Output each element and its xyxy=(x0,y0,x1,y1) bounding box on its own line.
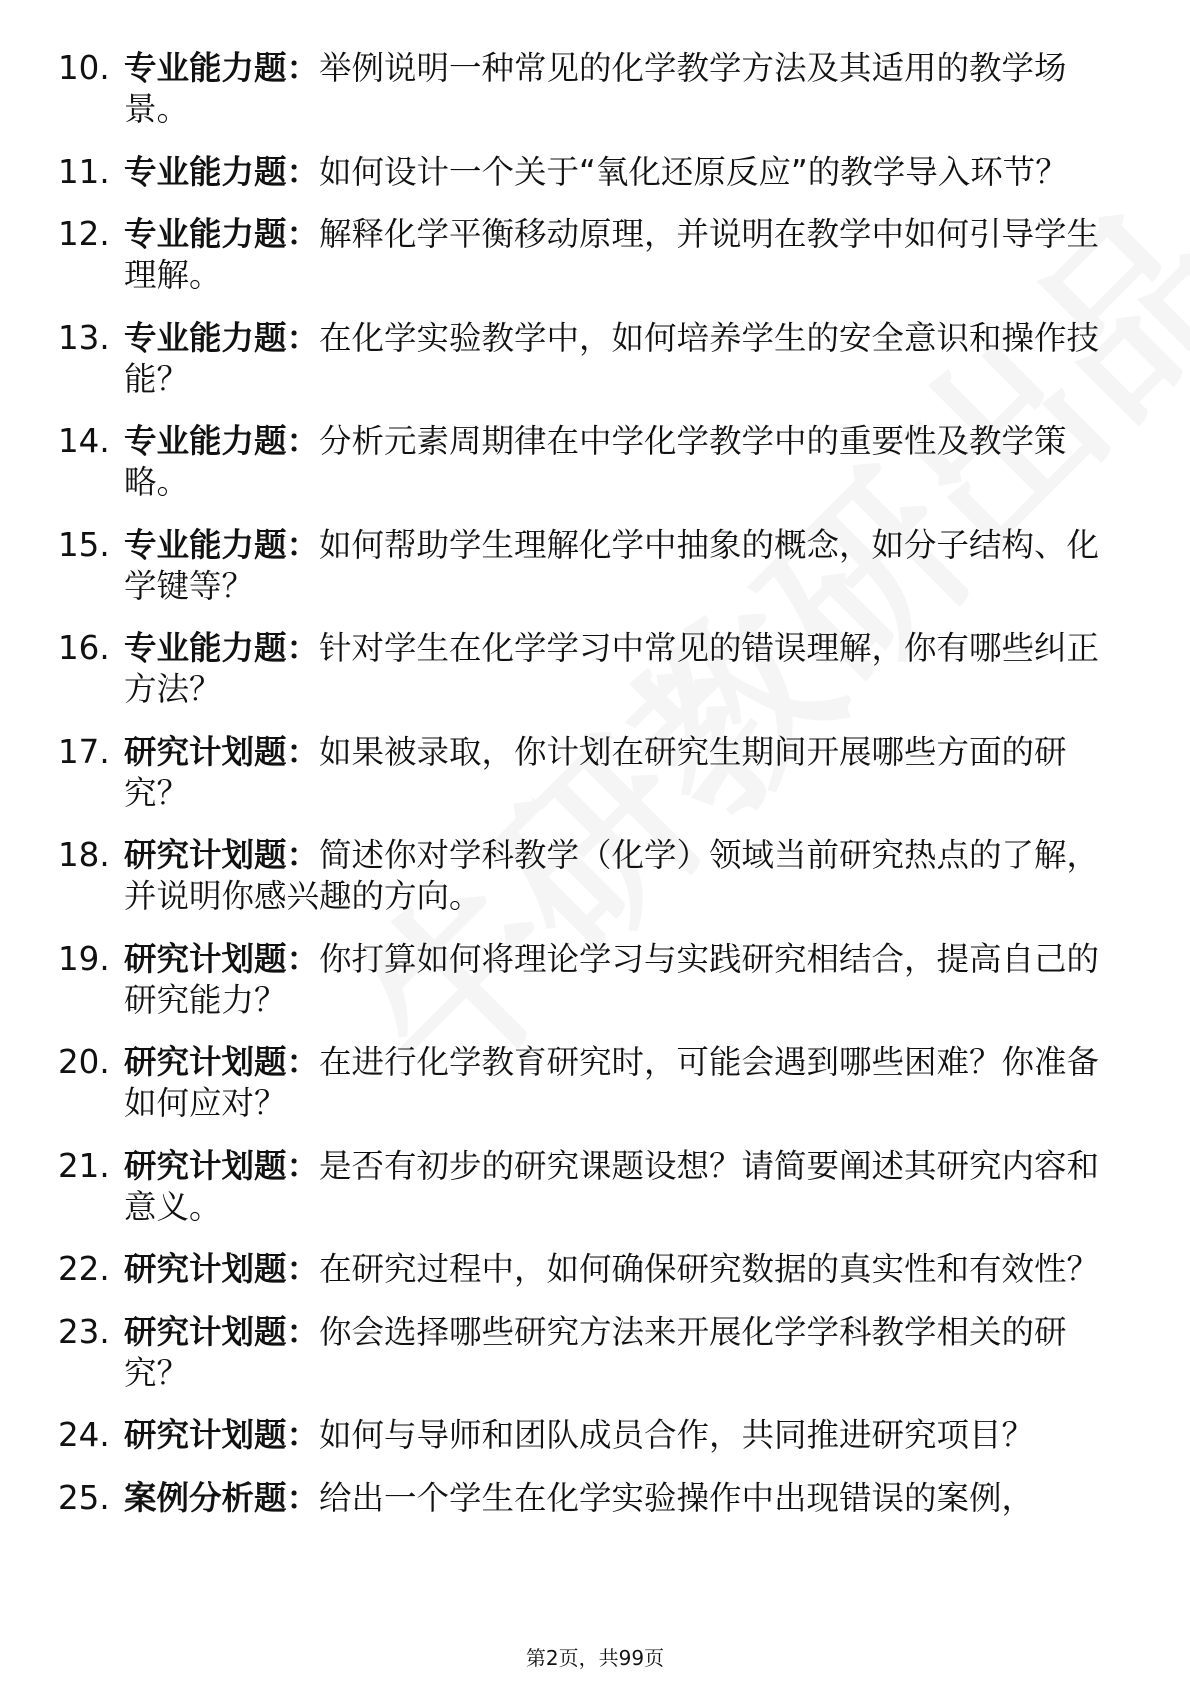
question-category: 专业能力题： xyxy=(124,49,320,87)
list-item xyxy=(58,939,1118,1021)
question-number: 14. xyxy=(58,422,110,460)
list-item xyxy=(58,214,1118,296)
question-body xyxy=(124,628,1118,710)
question-category: 专业能力题： xyxy=(124,422,320,460)
question-category: 专业能力题： xyxy=(124,525,320,564)
question-body xyxy=(124,1042,1118,1124)
question-text: 在研究过程中，如何确保研究数据的真实性和有效性？ xyxy=(319,1250,1100,1288)
question-category: 专业能力题： xyxy=(124,215,320,253)
question-category: 专业能力题： xyxy=(124,152,320,191)
question-body xyxy=(124,48,1118,130)
question-number: 23. xyxy=(58,1312,110,1351)
list-item xyxy=(58,48,1118,130)
question-body xyxy=(124,421,1118,503)
question-number: 19. xyxy=(58,939,110,978)
question-text: 针对学生在化学学习中常见的错误理解，你有哪些纠正方法？ xyxy=(124,629,1100,708)
question-text: 分析元素周期律在中学化学教学中的重要性及教学策略。 xyxy=(124,422,1067,501)
list-item xyxy=(58,628,1118,710)
question-category: 案例分析题： xyxy=(124,1478,320,1517)
question-number: 18. xyxy=(58,836,110,874)
question-number: 12. xyxy=(58,215,110,253)
question-text: 你会选择哪些研究方法来开展化学学科教学相关的研究？ xyxy=(124,1312,1067,1392)
question-category: 专业能力题： xyxy=(124,318,320,357)
question-body xyxy=(124,1478,1118,1519)
list-item xyxy=(58,318,1118,400)
list-item xyxy=(58,525,1118,607)
question-number: 24. xyxy=(58,1416,110,1454)
question-category: 专业能力题： xyxy=(124,629,320,667)
question-body xyxy=(124,1146,1118,1228)
question-text: 解释化学平衡移动原理，并说明在教学中如何引导学生理解。 xyxy=(124,215,1100,294)
list-item xyxy=(58,1312,1118,1394)
question-text: 如何设计一个关于“氧化还原反应”的教学导入环节？ xyxy=(319,152,1068,191)
question-text: 在进行化学教育研究时，可能会遇到哪些困难？你准备如何应对？ xyxy=(124,1043,1100,1122)
list-item xyxy=(58,1146,1118,1228)
question-number: 17. xyxy=(58,732,110,771)
list-item xyxy=(58,1415,1118,1456)
question-number: 11. xyxy=(58,152,110,191)
question-text: 是否有初步的研究课题设想？请简要阐述其研究内容和意义。 xyxy=(124,1146,1100,1226)
question-body xyxy=(124,732,1118,814)
question-body xyxy=(124,525,1118,607)
question-number: 16. xyxy=(58,629,110,667)
question-category: 研究计划题： xyxy=(124,1416,320,1454)
question-text: 在化学实验教学中，如何培养学生的安全意识和操作技能？ xyxy=(124,318,1100,398)
question-text: 简述你对学科教学（化学）领域当前研究热点的了解，并说明你感兴趣的方向。 xyxy=(124,836,1100,915)
question-text: 给出一个学生在化学实验操作中出现错误的案例， xyxy=(319,1478,1035,1517)
list-item xyxy=(58,732,1118,814)
question-body xyxy=(124,214,1118,296)
question-category: 研究计划题： xyxy=(124,1312,320,1351)
question-body xyxy=(124,1312,1118,1394)
question-body xyxy=(124,318,1118,400)
question-text: 你打算如何将理论学习与实践研究相结合，提高自己的研究能力？ xyxy=(124,939,1100,1019)
question-number: 13. xyxy=(58,318,110,357)
question-body xyxy=(124,152,1118,193)
question-body xyxy=(124,835,1118,917)
list-item xyxy=(58,1042,1118,1124)
question-text: 如果被录取，你计划在研究生期间开展哪些方面的研究？ xyxy=(124,732,1067,812)
page-footer: 第2页，共99页 xyxy=(525,1646,665,1670)
question-body xyxy=(124,1415,1118,1456)
list-item xyxy=(58,152,1118,193)
question-number: 20. xyxy=(58,1043,110,1081)
question-body xyxy=(124,1249,1118,1290)
list-item xyxy=(58,1249,1118,1290)
question-category: 研究计划题： xyxy=(124,1250,320,1288)
question-category: 研究计划题： xyxy=(124,939,320,978)
question-text: 如何帮助学生理解化学中抽象的概念，如分子结构、化学键等？ xyxy=(124,525,1100,605)
question-number: 22. xyxy=(58,1250,110,1288)
question-number: 15. xyxy=(58,525,110,564)
question-category: 研究计划题： xyxy=(124,1146,320,1185)
question-category: 研究计划题： xyxy=(124,1043,320,1081)
question-number: 10. xyxy=(58,49,110,87)
question-text: 举例说明一种常见的化学教学方法及其适用的教学场景。 xyxy=(124,49,1067,128)
question-category: 研究计划题： xyxy=(124,732,320,771)
question-number: 21. xyxy=(58,1146,110,1185)
question-category: 研究计划题： xyxy=(124,836,320,874)
list-item xyxy=(58,1478,1118,1519)
question-text: 如何与导师和团队成员合作，共同推进研究项目？ xyxy=(319,1416,1035,1454)
question-number: 25. xyxy=(58,1478,110,1517)
list-item xyxy=(58,835,1118,917)
question-body xyxy=(124,939,1118,1021)
question-list xyxy=(58,48,1118,1540)
list-item xyxy=(58,421,1118,503)
